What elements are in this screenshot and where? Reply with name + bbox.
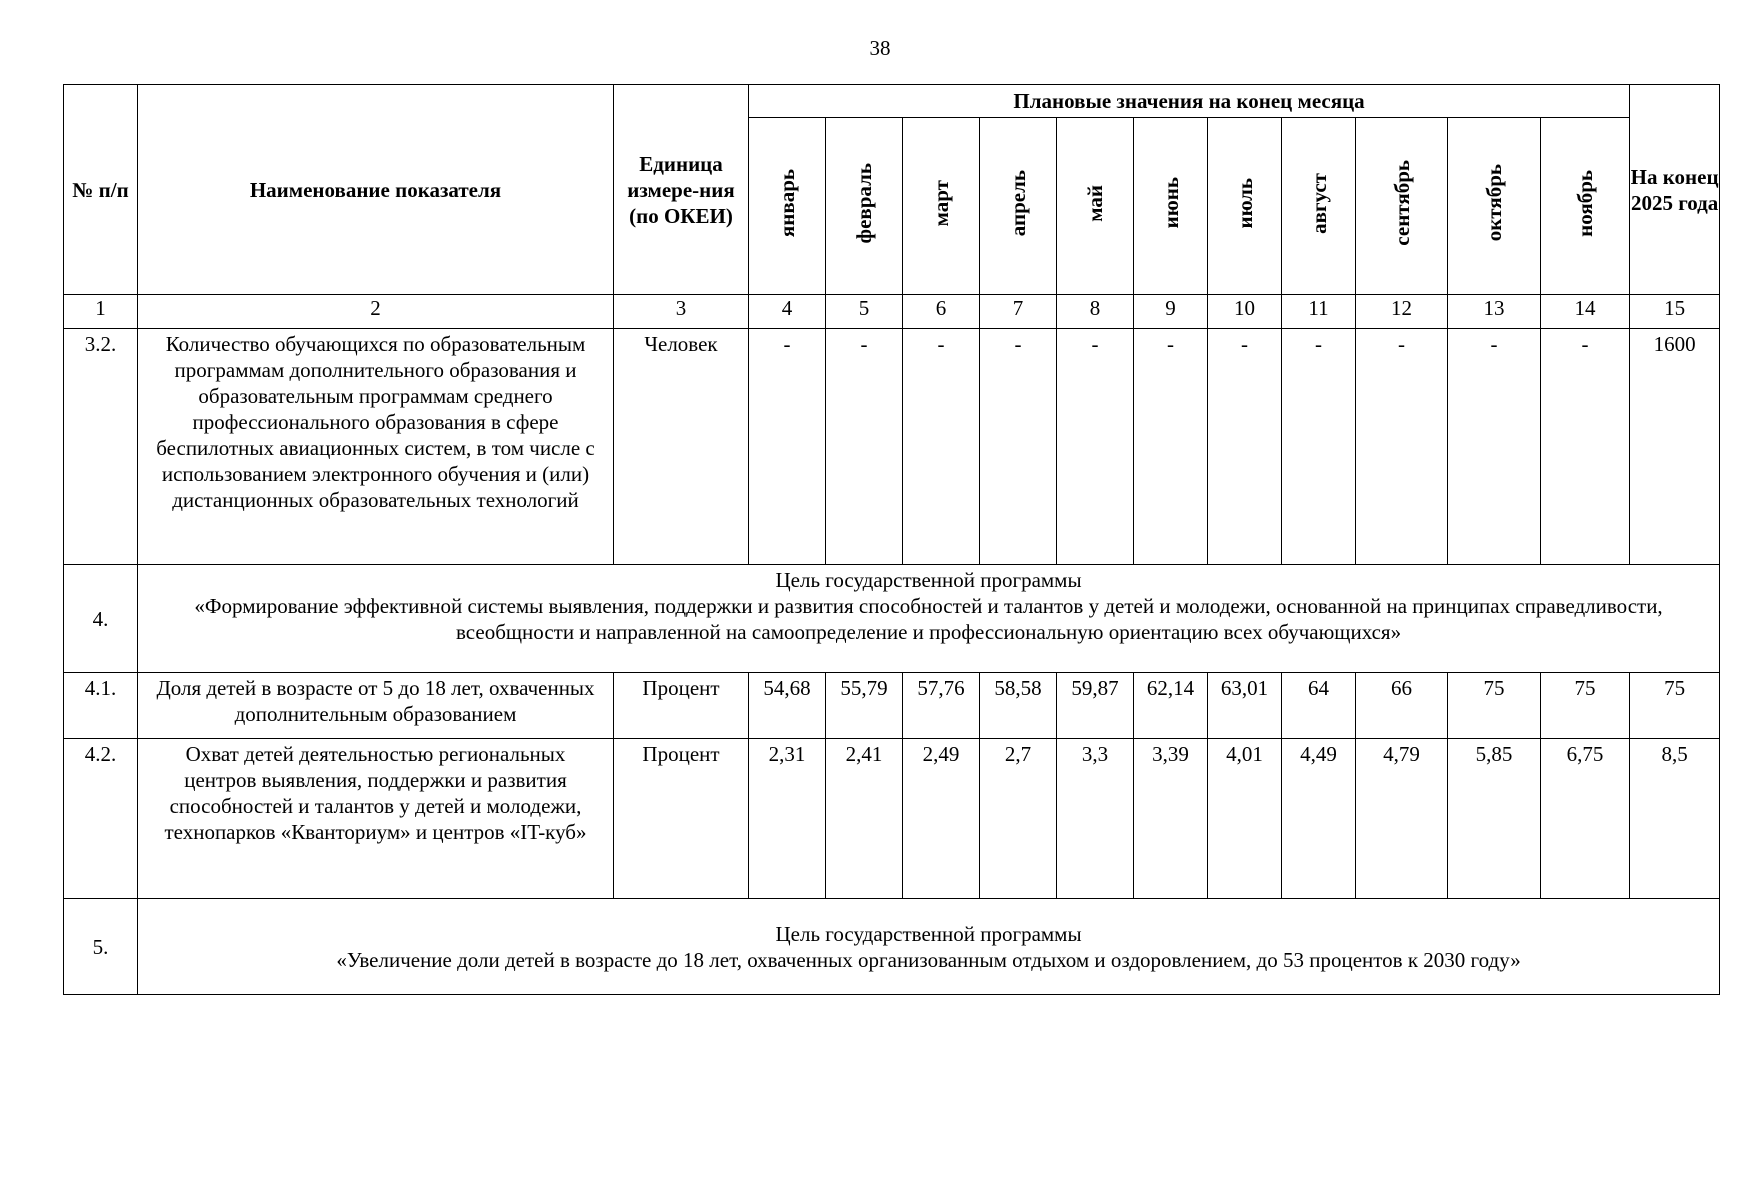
indicator-name: Количество обучающихся по образовательным программам дополнительного образования и образовательным программам среднего профессионального образования в сфере беспилотных авиационных систем, в том числе с использованием электронного обучения и (или) дистанционных образовательных технологий: [138, 329, 614, 565]
value-cell: -: [1057, 329, 1134, 565]
value-cell: 63,01: [1208, 673, 1282, 739]
column-number: 4: [749, 295, 826, 329]
header-month-jul: [1208, 118, 1282, 295]
indicator-name: Охват детей деятельностью региональных центров выявления, поддержки и развития способностей и талантов у детей и молодежи, технопарков «Кванториум» и центров «IT-куб»: [138, 739, 614, 899]
section-num: 5.: [64, 899, 138, 995]
section-text: «Формирование эффективной системы выявления, поддержки и развития способностей и талантов у детей и молодежи, основанной на принципах справедливости, всеобщности и направленной на самоопределение и профессиональную ориентацию всех обучающихся»: [194, 594, 1663, 644]
row-num: 4.2.: [64, 739, 138, 899]
column-number: 2: [138, 295, 614, 329]
value-cell: 55,79: [826, 673, 903, 739]
header-plan-group: Плановые значения на конец месяца: [749, 85, 1630, 118]
header-num: № п/п: [64, 85, 138, 295]
value-cell: 66: [1356, 673, 1448, 739]
column-number: 9: [1134, 295, 1208, 329]
month-label: май: [1083, 184, 1107, 222]
row-num: 3.2.: [64, 329, 138, 565]
header-row-1: [64, 85, 1720, 118]
header-year-end: На конец 2025 года: [1630, 85, 1720, 295]
column-number: 12: [1356, 295, 1448, 329]
value-cell: -: [1282, 329, 1356, 565]
value-cell: 2,31: [749, 739, 826, 899]
value-cell: 8,5: [1630, 739, 1720, 899]
value-cell: 75: [1448, 673, 1541, 739]
table-row: [64, 329, 1720, 565]
value-cell: -: [903, 329, 980, 565]
value-cell: -: [826, 329, 903, 565]
section-row: [64, 899, 1720, 995]
header-month-may: [1057, 118, 1134, 295]
month-label: октябрь: [1482, 164, 1506, 242]
section-title: Цель государственной программы: [775, 921, 1082, 946]
value-cell: 3,39: [1134, 739, 1208, 899]
indicator-unit: Человек: [614, 329, 749, 565]
value-cell: 2,41: [826, 739, 903, 899]
month-label: январь: [775, 168, 799, 238]
value-cell: 5,85: [1448, 739, 1541, 899]
month-label: сентябрь: [1389, 160, 1414, 246]
header-month-sep: [1356, 118, 1448, 295]
column-number: 3: [614, 295, 749, 329]
value-cell: -: [1448, 329, 1541, 565]
header-month-feb: [826, 118, 903, 295]
table-row: [64, 673, 1720, 739]
value-cell: -: [1208, 329, 1282, 565]
section-num: 4.: [64, 565, 138, 673]
header-month-jun: [1134, 118, 1208, 295]
header-unit: Единица измере-ния (по ОКЕИ): [614, 85, 749, 295]
month-label: ноябрь: [1573, 169, 1598, 237]
month-label: июнь: [1158, 177, 1183, 229]
section-goal: [138, 565, 1720, 673]
value-cell: 64: [1282, 673, 1356, 739]
value-cell: -: [980, 329, 1057, 565]
column-number: 14: [1541, 295, 1630, 329]
column-number: 15: [1630, 295, 1720, 329]
indicator-table: [63, 84, 1720, 995]
section-title: Цель государственной программы: [775, 568, 1082, 592]
value-cell: 75: [1541, 673, 1630, 739]
section-row: [64, 565, 1720, 673]
column-number: 13: [1448, 295, 1541, 329]
column-number: 5: [826, 295, 903, 329]
column-number: 7: [980, 295, 1057, 329]
column-number: 10: [1208, 295, 1282, 329]
section-text: «Увеличение доли детей в возрасте до 18 лет, охваченных организованным отдыхом и оздоровлением, до 53 процентов к 2030 году»: [336, 947, 1521, 972]
header-month-nov: [1541, 118, 1630, 295]
indicator-unit: Процент: [614, 739, 749, 899]
value-cell: 54,68: [749, 673, 826, 739]
value-cell: 6,75: [1541, 739, 1630, 899]
page-number: 38: [869, 36, 891, 60]
value-cell: 4,01: [1208, 739, 1282, 899]
header-month-oct: [1448, 118, 1541, 295]
table-row: [64, 739, 1720, 899]
value-cell: 58,58: [980, 673, 1057, 739]
month-label: июль: [1232, 177, 1257, 229]
indicator-unit: Процент: [614, 673, 749, 739]
value-cell: -: [749, 329, 826, 565]
value-cell: 1600: [1630, 329, 1720, 565]
header-month-aug: [1282, 118, 1356, 295]
column-number: 6: [903, 295, 980, 329]
month-label: апрель: [1006, 169, 1030, 237]
value-cell: 2,49: [903, 739, 980, 899]
header-month-jan: [749, 118, 826, 295]
value-cell: 57,76: [903, 673, 980, 739]
value-cell: -: [1356, 329, 1448, 565]
value-cell: 59,87: [1057, 673, 1134, 739]
value-cell: 62,14: [1134, 673, 1208, 739]
value-cell: 75: [1630, 673, 1720, 739]
value-cell: -: [1134, 329, 1208, 565]
value-cell: 4,79: [1356, 739, 1448, 899]
column-number-row: [64, 295, 1720, 329]
header-month-mar: [903, 118, 980, 295]
indicator-name: Доля детей в возрасте от 5 до 18 лет, охваченных дополнительным образованием: [138, 673, 614, 739]
column-number: 1: [64, 295, 138, 329]
value-cell: 3,3: [1057, 739, 1134, 899]
month-label: февраль: [852, 162, 876, 244]
month-label: август: [1306, 172, 1331, 234]
column-number: 8: [1057, 295, 1134, 329]
value-cell: 2,7: [980, 739, 1057, 899]
header-month-apr: [980, 118, 1057, 295]
value-cell: -: [1541, 329, 1630, 565]
value-cell: 4,49: [1282, 739, 1356, 899]
header-name: Наименование показателя: [138, 85, 614, 295]
column-number: 11: [1282, 295, 1356, 329]
month-label: март: [929, 179, 953, 227]
section-goal: [138, 899, 1720, 995]
row-num: 4.1.: [64, 673, 138, 739]
